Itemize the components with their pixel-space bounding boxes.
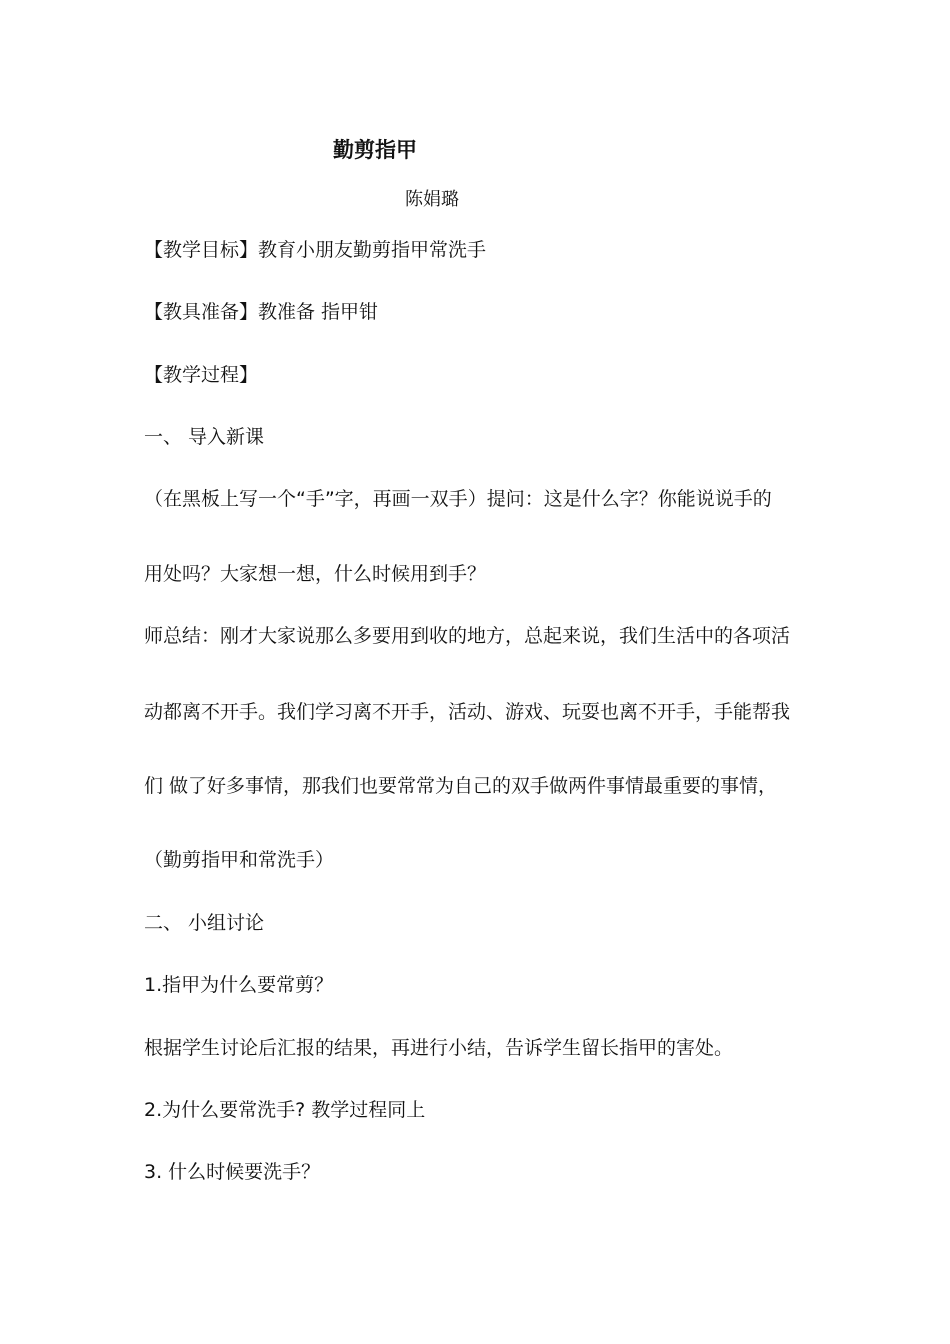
paragraph-line: 根据学生讨论后汇报的结果，再进行小结，告诉学生留长指甲的害处。 xyxy=(144,1037,734,1059)
question-three: 3. 什么时候要洗手？ xyxy=(144,1161,321,1183)
paragraph-line: 师总结：刚才大家说那么多要用到收的地方，总起来说，我们生活中的各项活 xyxy=(144,625,791,647)
section-two-heading: 二、 小组讨论 xyxy=(144,912,265,934)
paragraph-line: （勤剪指甲和常洗手） xyxy=(144,849,335,871)
document-author: 陈娟璐 xyxy=(405,189,459,210)
teaching-materials-line: 【教具准备】教准备 指甲钳 xyxy=(144,301,379,323)
question-two: 2.为什么要常洗手? 教学过程同上 xyxy=(144,1099,426,1121)
document-title: 勤剪指甲 xyxy=(333,138,417,162)
teaching-process-heading: 【教学过程】 xyxy=(144,364,259,386)
paragraph-line: 动都离不开手。我们学习离不开手，活动、游戏、玩耍也离不开手，手能帮我 xyxy=(144,701,791,723)
section-one-heading: 一、 导入新课 xyxy=(144,426,265,448)
paragraph-line: 们 做了好多事情，那我们也要常常为自己的双手做两件事情最重要的事情， xyxy=(144,775,778,797)
paragraph-line: 用处吗？大家想一想，什么时候用到手？ xyxy=(144,563,487,585)
paragraph-line: （在黑板上写一个“手”字，再画一双手）提问：这是什么字？你能说说手的 xyxy=(144,488,772,510)
teaching-goal-line: 【教学目标】教育小朋友勤剪指甲常洗手 xyxy=(144,239,487,261)
question-one: 1.指甲为什么要常剪？ xyxy=(144,974,334,996)
